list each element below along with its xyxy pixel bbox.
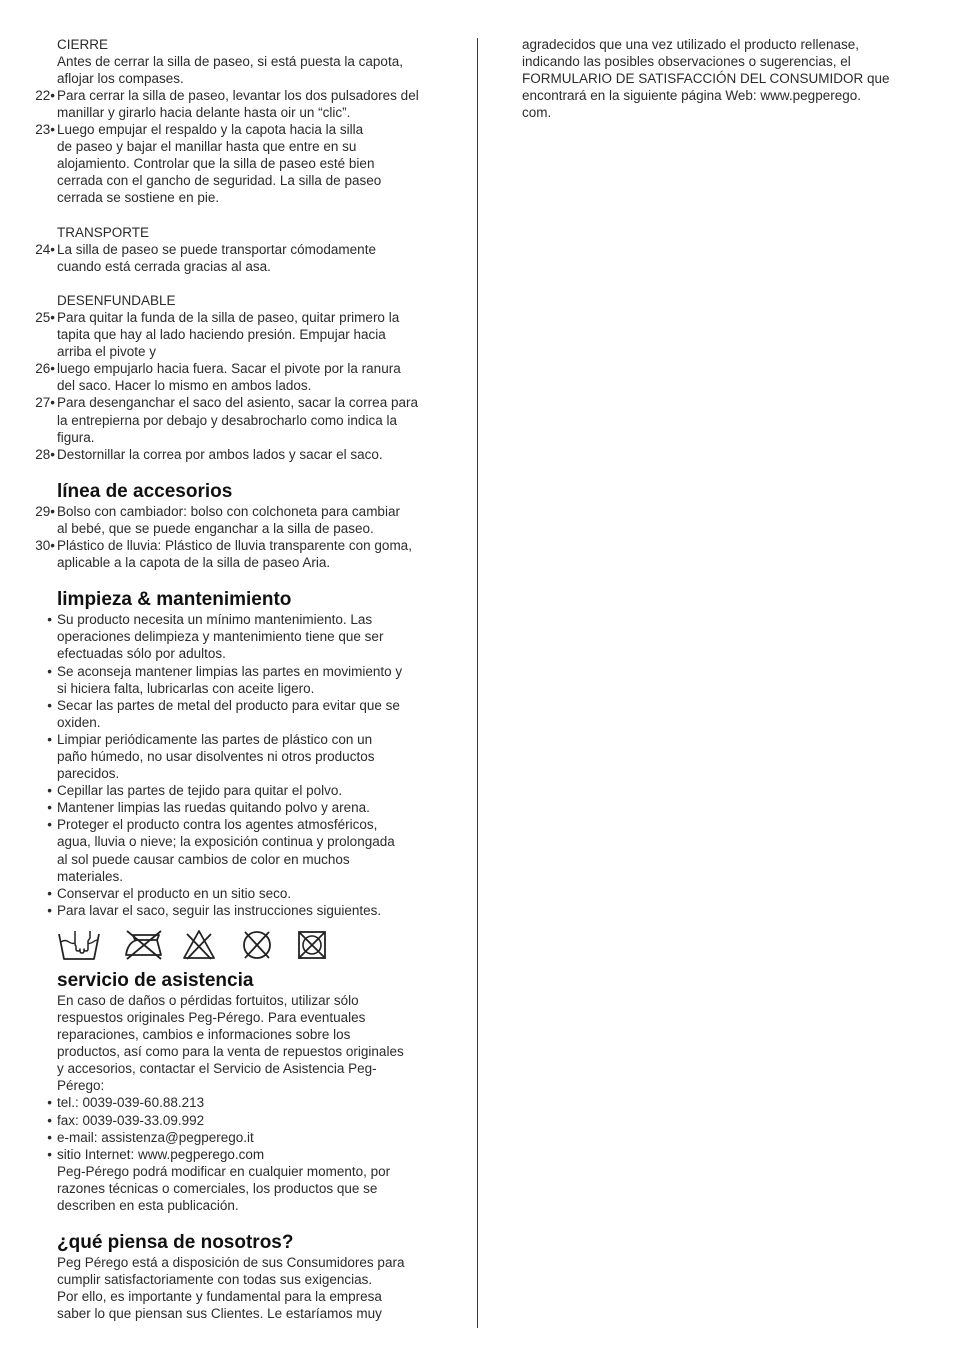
bullet-text-line: paño húmedo, no usar disolventes ni otros productos [57,748,375,764]
step-text-line: cuando está cerrada gracias al asa. [57,258,271,274]
asistencia-text-line: reparaciones, cambios e informaciones sobre los [57,1027,351,1043]
bullet-marker [0,697,52,714]
bullet-marker [0,902,52,919]
bullet-text-line: si hiciera falta, lubricarlas con aceite ligero. [57,680,315,696]
maintenance-bullet [0,731,476,782]
step-text-line: aplicable a la capota de la silla de paseo Aria. [57,555,331,571]
step-number: 28 • [0,446,55,463]
no-dry-clean-icon [240,929,274,961]
step-text-line: Luego empujar el respaldo y la capota hacia la silla [57,121,364,137]
bullet-marker [0,782,52,799]
section-title-cierre: CIERRE [57,36,109,52]
hand-wash-icon [57,929,101,961]
step-26 [0,360,476,394]
step-text-line: al bebé, que se puede enganchar a la silla de paseo. [57,520,374,536]
no-iron-icon [121,929,167,961]
bullet-text-line: Cepillar las partes de tejido para quitar el polvo. [57,783,343,799]
bullet-text-line: operaciones delimpieza y mantenimiento tiene que ser [57,629,384,645]
opinion-continued-line: FORMULARIO DE SATISFACCIÓN DEL CONSUMIDOR que [522,70,890,86]
step-text-line: Bolso con cambiador: bolso con colchoneta para cambiar [57,503,400,519]
step-22 [0,87,476,121]
step-number: 23 • [0,121,55,138]
step-text-line: cerrada con el gancho de seguridad. La silla de paseo [57,173,382,189]
opinion-text-line: cumplir satisfactoriamente con todas sus exigencias. [57,1272,373,1288]
step-27 [0,394,476,445]
bullet-text-line: parecidos. [57,766,120,782]
bullet-marker [0,731,52,748]
bullet-text-line: agua, lluvia o nieve; la exposición continua y prolongada [57,834,395,850]
no-bleach-icon [182,929,216,961]
bullet-text-line: Para lavar el saco, seguir las instrucciones siguientes. [57,902,382,918]
bullet-text-line: efectuadas sólo por adultos. [57,646,226,662]
bullet-text-line: materiales. [57,868,124,884]
maintenance-bullet [0,697,476,731]
bullet-text-line: Su producto necesita un mínimo mantenimiento. Las [57,612,373,628]
asistencia-text-line: En caso de daños o pérdidas fortuitos, utilizar sólo [57,992,359,1008]
asistencia-note-line: describen en esta publicación. [57,1198,239,1214]
step-text-line: la entrepierna por debajo y desabrocharlo como indica la [57,412,397,428]
bullet-text-line: oxiden. [57,714,101,730]
maintenance-bullet [0,902,476,919]
heading-asistencia: servicio de asistencia [57,969,254,991]
maintenance-bullet [0,782,476,799]
bullet-marker [0,1146,52,1163]
asistencia-text-line: y accesorios, contactar el Servicio de Asistencia Peg- [57,1061,377,1077]
opinion-text-line: Por ello, es importante y fundamental para la empresa [57,1289,382,1305]
heading-limpieza: limpieza & mantenimiento [57,589,292,611]
left-column [0,36,476,1323]
contact-email [0,1129,476,1146]
asistencia-text-line: Pérego: [57,1078,105,1094]
step-text-line: manillar y girarlo hacia delante hasta oir un “clic”. [57,104,351,120]
bullet-marker [0,611,52,628]
step-text-line: Plástico de lluvia: Plástico de lluvia transparente con goma, [57,538,412,554]
heading-opinion: ¿qué piensa de nosotros? [57,1232,294,1254]
opinion-continued-line: com. [522,104,552,120]
bullet-text-line: Proteger el producto contra los agentes atmosféricos, [57,817,378,833]
column-divider [477,38,478,1328]
contact-phone [0,1094,476,1111]
section-title-transporte: TRANSPORTE [57,224,150,240]
bullet-marker [0,1094,52,1111]
bullet-marker [0,663,52,680]
step-24 [0,241,476,275]
contact-website [0,1146,476,1163]
step-number: 26 • [0,360,55,377]
step-25 [0,309,476,360]
step-text-line: La silla de paseo se puede transportar cómodamente [57,241,376,257]
step-text-line: figura. [57,429,95,445]
step-text-line: cerrada se sostiene en pie. [57,190,220,206]
maintenance-bullet [0,611,476,662]
step-number: 29 • [0,503,55,520]
section-title-desenfundable: DESENFUNDABLE [57,292,176,308]
opinion-text-line: saber lo que piensan sus Clientes. Le estaríamos muy [57,1306,382,1322]
step-28 [0,446,476,463]
contact-website-text: sitio Internet: www.pegperego.com [57,1146,265,1162]
bullet-marker [0,799,52,816]
bullet-text-line: Mantener limpias las ruedas quitando polvo y arena. [57,800,370,816]
bullet-text-line: Secar las partes de metal del producto para evitar que se [57,697,400,713]
bullet-text-line: Se aconseja mantener limpias las partes en movimiento y [57,663,403,679]
bullet-text-line: Limpiar periódicamente las partes de plástico con un [57,731,373,747]
asistencia-note-line: Peg-Pérego podrá modificar en cualquier momento, por [57,1163,391,1179]
maintenance-bullet [0,885,476,902]
step-text-line: luego empujarlo hacia fuera. Sacar el pivote por la ranura [57,361,401,377]
no-tumble-dry-icon [297,929,327,961]
maintenance-bullet [0,663,476,697]
heading-accesorios: línea de accesorios [57,480,233,502]
maintenance-bullet [0,799,476,816]
step-number: 22 • [0,87,55,104]
step-text-line: arriba el pivote y [57,344,157,360]
contact-email-text: e-mail: assistenza@pegperego.it [57,1129,254,1145]
step-29 [0,503,476,537]
bullet-text-line: Conservar el producto en un sitio seco. [57,885,292,901]
step-text-line: de paseo y bajar el manillar hasta que entre en su [57,139,357,155]
step-number: 25 • [0,309,55,326]
asistencia-text-line: respuestos originales Peg-Pérego. Para eventuales [57,1010,366,1025]
step-text-line: alojamiento. Controlar que la silla de paseo esté bien [57,156,375,172]
opinion-text-line: Peg Pérego está a disposición de sus Consumidores para [57,1255,405,1271]
bullet-marker [0,816,52,833]
bullet-marker [0,1129,52,1146]
bullet-marker [0,1112,52,1129]
spacer [0,206,476,223]
step-number: 27 • [0,394,55,411]
contact-fax-text: fax: 0039-039-33.09.992 [57,1112,205,1128]
care-symbols-row [0,929,476,961]
right-column [522,36,942,121]
maintenance-bullet [0,816,476,884]
step-text-line: tapita que hay al lado haciendo presión. Empujar hacia [57,327,386,343]
step-text-line: del saco. Hacer lo mismo en ambos lados. [57,378,312,394]
step-text-line: Para cerrar la silla de paseo, levantar los dos pulsadores del [57,87,419,103]
opinion-continued-line: indicando las posibles observaciones o sugerencias, el [522,53,851,69]
cierre-intro-line: aflojar los compases. [57,70,184,86]
step-30 [0,537,476,571]
step-text-line: Para desenganchar el saco del asiento, sacar la correa para [57,395,418,411]
bullet-text-line: al sol puede causar cambios de color en muchos [57,851,350,867]
opinion-continued-line: agradecidos que una vez utilizado el producto rellenase, [522,36,859,52]
contact-fax [0,1112,476,1129]
spacer [0,275,476,292]
asistencia-note-line: razones técnicas o comerciales, los productos que se [57,1180,378,1196]
asistencia-text-line: productos, así como para la venta de repuestos originales [57,1044,404,1060]
cierre-intro-line: Antes de cerrar la silla de paseo, si está puesta la capota, [57,53,403,69]
bullet-marker [0,885,52,902]
opinion-continued-line: encontrará en la siguiente página Web: www.pegperego. [522,87,861,103]
step-number: 24 • [0,241,55,258]
contact-phone-text: tel.: 0039-039-60.88.213 [57,1095,205,1111]
step-number: 30 • [0,537,55,554]
step-23 [0,121,476,206]
step-text-line: Para quitar la funda de la silla de paseo, quitar primero la [57,310,400,325]
step-text-line: Destornillar la correa por ambos lados y sacar el saco. [57,446,383,462]
